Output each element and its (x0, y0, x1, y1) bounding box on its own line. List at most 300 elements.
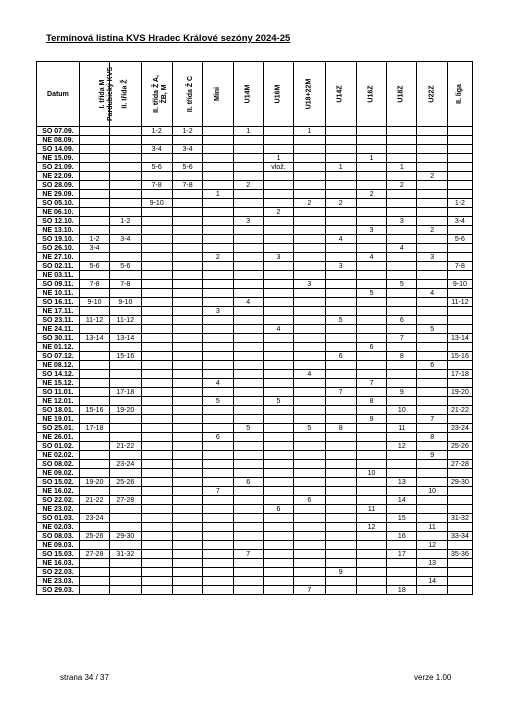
round-cell (233, 172, 263, 181)
date-cell: NE 08.12. (37, 361, 80, 370)
round-cell (172, 424, 202, 433)
date-cell: NE 15.09. (37, 154, 80, 163)
round-cell: 5 (417, 325, 447, 334)
round-cell (110, 451, 141, 460)
round-cell (263, 361, 293, 370)
round-cell: 1-2 (172, 127, 202, 136)
round-cell (325, 343, 356, 352)
round-cell (203, 217, 233, 226)
round-cell: 1-2 (110, 217, 141, 226)
round-cell (233, 451, 263, 460)
table-row (37, 559, 473, 568)
column-header-line: II. třída Ž A, (152, 75, 160, 113)
round-cell (263, 460, 293, 469)
date-cell: SO 26.10. (37, 244, 80, 253)
round-cell (325, 226, 356, 235)
round-cell (233, 541, 263, 550)
round-cell (110, 154, 141, 163)
table-row (37, 316, 473, 325)
round-cell (172, 154, 202, 163)
column-header-label (368, 85, 376, 102)
round-cell (203, 550, 233, 559)
round-cell (387, 208, 417, 217)
table-row (37, 487, 473, 496)
round-cell: 3-4 (141, 145, 172, 154)
round-cell: 6 (203, 433, 233, 442)
date-cell: NE 22.09. (37, 172, 80, 181)
round-cell (356, 496, 386, 505)
round-cell: 6 (417, 361, 447, 370)
round-cell (294, 298, 325, 307)
round-cell (172, 199, 202, 208)
round-cell (203, 541, 233, 550)
round-cell (172, 343, 202, 352)
round-cell (141, 469, 172, 478)
table-row (37, 199, 473, 208)
round-cell (79, 154, 109, 163)
round-cell (263, 370, 293, 379)
round-cell (447, 415, 472, 424)
table-row (37, 478, 473, 487)
round-cell (263, 586, 293, 595)
table-row (37, 181, 473, 190)
round-cell (325, 217, 356, 226)
table-row (37, 568, 473, 577)
round-cell (417, 235, 447, 244)
round-cell: 33-34 (447, 532, 472, 541)
round-cell (263, 262, 293, 271)
round-cell (417, 181, 447, 190)
round-cell (447, 289, 472, 298)
round-cell (294, 325, 325, 334)
round-cell (110, 568, 141, 577)
round-cell (141, 235, 172, 244)
round-cell (203, 289, 233, 298)
round-cell: 2 (233, 181, 263, 190)
round-cell (417, 343, 447, 352)
date-cell: SO 15.03. (37, 550, 80, 559)
round-cell: 2 (263, 208, 293, 217)
round-cell: 5 (203, 397, 233, 406)
round-cell: 3 (356, 226, 386, 235)
round-cell (325, 127, 356, 136)
table-row (37, 433, 473, 442)
round-cell (110, 577, 141, 586)
round-cell (356, 370, 386, 379)
date-cell: NE 09.03. (37, 541, 80, 550)
round-cell (233, 577, 263, 586)
round-cell (325, 190, 356, 199)
round-cell (141, 415, 172, 424)
round-cell (356, 460, 386, 469)
round-cell (203, 370, 233, 379)
round-cell (110, 361, 141, 370)
round-cell: 7-8 (141, 181, 172, 190)
round-cell (263, 532, 293, 541)
round-cell (79, 226, 109, 235)
round-cell: 7 (233, 550, 263, 559)
round-cell (294, 172, 325, 181)
column-header (172, 62, 202, 127)
round-cell (356, 181, 386, 190)
round-cell (417, 217, 447, 226)
round-cell: 3 (203, 307, 233, 316)
round-cell: 17 (387, 550, 417, 559)
round-cell (263, 280, 293, 289)
round-cell (141, 190, 172, 199)
round-cell (172, 352, 202, 361)
round-cell (172, 379, 202, 388)
round-cell (356, 136, 386, 145)
round-cell (141, 397, 172, 406)
date-cell: SO 08.03. (37, 532, 80, 541)
table-row (37, 397, 473, 406)
table-row (37, 451, 473, 460)
round-cell (356, 316, 386, 325)
column-header-line: Mini (213, 87, 221, 101)
round-cell (172, 460, 202, 469)
round-cell (110, 271, 141, 280)
date-cell: SO 02.11. (37, 262, 80, 271)
round-cell (387, 253, 417, 262)
date-cell: NE 19.01. (37, 415, 80, 424)
round-cell (203, 361, 233, 370)
table-row (37, 460, 473, 469)
round-cell (172, 298, 202, 307)
round-cell: 7 (356, 379, 386, 388)
round-cell (141, 478, 172, 487)
round-cell (263, 550, 293, 559)
round-cell (294, 226, 325, 235)
round-cell (263, 334, 293, 343)
round-cell: 21-22 (110, 442, 141, 451)
column-header-line: U22Z (428, 85, 436, 103)
round-cell (263, 217, 293, 226)
round-cell (172, 415, 202, 424)
date-cell: NE 15.12. (37, 379, 80, 388)
round-cell: 19-20 (447, 388, 472, 397)
round-cell (325, 406, 356, 415)
round-cell (325, 334, 356, 343)
document-title: Termínová listina KVS Hradec Králové sezóny 2024-25 (46, 33, 291, 44)
column-header-line: ŽB, M (160, 84, 168, 104)
round-cell (356, 298, 386, 307)
round-cell (417, 208, 447, 217)
round-cell (387, 154, 417, 163)
round-cell (325, 478, 356, 487)
round-cell (325, 136, 356, 145)
round-cell (356, 352, 386, 361)
round-cell (325, 496, 356, 505)
column-header (294, 62, 325, 127)
column-header (325, 62, 356, 127)
date-cell: NE 09.02. (37, 469, 80, 478)
round-cell (141, 541, 172, 550)
round-cell (387, 298, 417, 307)
round-cell: 1-2 (141, 127, 172, 136)
round-cell (172, 568, 202, 577)
round-cell (387, 172, 417, 181)
round-cell (172, 289, 202, 298)
round-cell (417, 316, 447, 325)
round-cell (447, 154, 472, 163)
date-cell: NE 02.02. (37, 451, 80, 460)
round-cell (263, 541, 293, 550)
table-row (37, 226, 473, 235)
round-cell (203, 235, 233, 244)
round-cell (172, 235, 202, 244)
round-cell (387, 559, 417, 568)
table-row (37, 280, 473, 289)
round-cell (263, 235, 293, 244)
round-cell (79, 181, 109, 190)
round-cell (233, 433, 263, 442)
round-cell (110, 514, 141, 523)
round-cell (110, 397, 141, 406)
date-cell: NE 10.11. (37, 289, 80, 298)
round-cell (172, 361, 202, 370)
round-cell (263, 172, 293, 181)
round-cell (79, 523, 109, 532)
round-cell: 5 (325, 316, 356, 325)
round-cell (263, 577, 293, 586)
round-cell (263, 388, 293, 397)
round-cell (294, 397, 325, 406)
round-cell (325, 298, 356, 307)
round-cell (110, 424, 141, 433)
round-cell (141, 406, 172, 415)
round-cell (233, 343, 263, 352)
round-cell: 7 (417, 415, 447, 424)
round-cell (294, 361, 325, 370)
round-cell (447, 379, 472, 388)
round-cell: 25-26 (447, 442, 472, 451)
round-cell (325, 559, 356, 568)
round-cell (356, 235, 386, 244)
table-header (37, 62, 473, 127)
round-cell (294, 145, 325, 154)
round-cell (325, 469, 356, 478)
round-cell (417, 568, 447, 577)
column-header-line: II. liga (455, 84, 463, 104)
round-cell (417, 505, 447, 514)
round-cell: 5-6 (110, 262, 141, 271)
round-cell (263, 415, 293, 424)
round-cell (263, 559, 293, 568)
round-cell (110, 307, 141, 316)
round-cell: 21-22 (79, 496, 109, 505)
round-cell (141, 379, 172, 388)
date-cell: SO 22.02. (37, 496, 80, 505)
column-header (387, 62, 417, 127)
round-cell (172, 226, 202, 235)
round-cell: 9 (356, 415, 386, 424)
round-cell (417, 460, 447, 469)
round-cell (263, 352, 293, 361)
round-cell (417, 370, 447, 379)
round-cell: 7 (294, 586, 325, 595)
table-row (37, 298, 473, 307)
round-cell (356, 451, 386, 460)
round-cell (447, 505, 472, 514)
round-cell: vlož. (263, 163, 293, 172)
round-cell: 13-14 (79, 334, 109, 343)
round-cell (356, 541, 386, 550)
round-cell: 5-6 (172, 163, 202, 172)
round-cell (417, 334, 447, 343)
round-cell (417, 352, 447, 361)
date-cell: SO 30.11. (37, 334, 80, 343)
round-cell (387, 361, 417, 370)
round-cell (356, 487, 386, 496)
round-cell (233, 316, 263, 325)
column-header (203, 62, 233, 127)
table-row (37, 289, 473, 298)
table-row (37, 154, 473, 163)
round-cell (294, 190, 325, 199)
round-cell (141, 280, 172, 289)
round-cell: 5-6 (79, 262, 109, 271)
round-cell: 4 (203, 379, 233, 388)
round-cell: 1 (263, 154, 293, 163)
round-cell (387, 460, 417, 469)
round-cell (233, 271, 263, 280)
table-row (37, 244, 473, 253)
round-cell (79, 433, 109, 442)
round-cell (387, 271, 417, 280)
round-cell (203, 568, 233, 577)
round-cell: 1 (233, 127, 263, 136)
round-cell (79, 199, 109, 208)
round-cell (387, 451, 417, 460)
round-cell (356, 559, 386, 568)
round-cell (233, 352, 263, 361)
round-cell (233, 532, 263, 541)
date-cell: SO 22.03. (37, 568, 80, 577)
round-cell (141, 172, 172, 181)
round-cell (203, 523, 233, 532)
round-cell (172, 244, 202, 253)
round-cell (203, 244, 233, 253)
round-cell (110, 145, 141, 154)
round-cell (417, 136, 447, 145)
round-cell (325, 460, 356, 469)
round-cell (325, 172, 356, 181)
round-cell (233, 442, 263, 451)
date-cell: SO 28.09. (37, 181, 80, 190)
round-cell: 9 (325, 568, 356, 577)
round-cell: 11 (417, 523, 447, 532)
round-cell (141, 325, 172, 334)
table-row (37, 406, 473, 415)
date-cell: SO 11.01. (37, 388, 80, 397)
round-cell: 31-32 (447, 514, 472, 523)
column-header-label (274, 85, 282, 104)
date-cell: SO 01.03. (37, 514, 80, 523)
round-cell (387, 127, 417, 136)
round-cell: 6 (387, 316, 417, 325)
round-cell: 15-16 (110, 352, 141, 361)
round-cell (141, 271, 172, 280)
round-cell (141, 334, 172, 343)
round-cell (447, 127, 472, 136)
round-cell (356, 550, 386, 559)
table-row (37, 586, 473, 595)
round-cell (387, 568, 417, 577)
round-cell (356, 127, 386, 136)
round-cell (141, 208, 172, 217)
round-cell (233, 397, 263, 406)
round-cell (325, 145, 356, 154)
round-cell (79, 271, 109, 280)
round-cell (233, 253, 263, 262)
column-header-line: U18+22M (305, 78, 313, 110)
round-cell (294, 451, 325, 460)
round-cell (325, 397, 356, 406)
round-cell (263, 343, 293, 352)
version-label: verze 1.00 (414, 673, 452, 682)
round-cell (141, 487, 172, 496)
round-cell (110, 559, 141, 568)
round-cell: 11-12 (79, 316, 109, 325)
round-cell: 7-8 (79, 280, 109, 289)
round-cell (233, 289, 263, 298)
round-cell (203, 577, 233, 586)
column-header-line: U14M (244, 84, 252, 104)
round-cell (294, 217, 325, 226)
round-cell (263, 127, 293, 136)
round-cell: 12 (356, 523, 386, 532)
round-cell: 2 (356, 190, 386, 199)
round-cell (447, 145, 472, 154)
round-cell (110, 523, 141, 532)
round-cell: 9-10 (110, 298, 141, 307)
round-cell (203, 478, 233, 487)
round-cell (263, 523, 293, 532)
table-row (37, 379, 473, 388)
round-cell (356, 478, 386, 487)
date-cell: SO 21.09. (37, 163, 80, 172)
round-cell: 11-12 (447, 298, 472, 307)
round-cell (387, 433, 417, 442)
round-cell: 3-4 (447, 217, 472, 226)
round-cell (79, 163, 109, 172)
round-cell: 5 (356, 289, 386, 298)
round-cell: 17-18 (79, 424, 109, 433)
round-cell (79, 325, 109, 334)
round-cell: 6 (325, 352, 356, 361)
column-header-label (187, 76, 195, 112)
round-cell (79, 577, 109, 586)
column-header (356, 62, 386, 127)
round-cell (263, 469, 293, 478)
round-cell (294, 289, 325, 298)
table-row (37, 172, 473, 181)
round-cell (417, 469, 447, 478)
round-cell (447, 523, 472, 532)
round-cell (325, 487, 356, 496)
date-cell: SO 07.12. (37, 352, 80, 361)
round-cell (172, 397, 202, 406)
round-cell (233, 505, 263, 514)
round-cell: 12 (387, 442, 417, 451)
round-cell (294, 541, 325, 550)
round-cell (294, 433, 325, 442)
round-cell: 17-18 (447, 370, 472, 379)
round-cell (172, 190, 202, 199)
round-cell (233, 469, 263, 478)
table-row (37, 424, 473, 433)
